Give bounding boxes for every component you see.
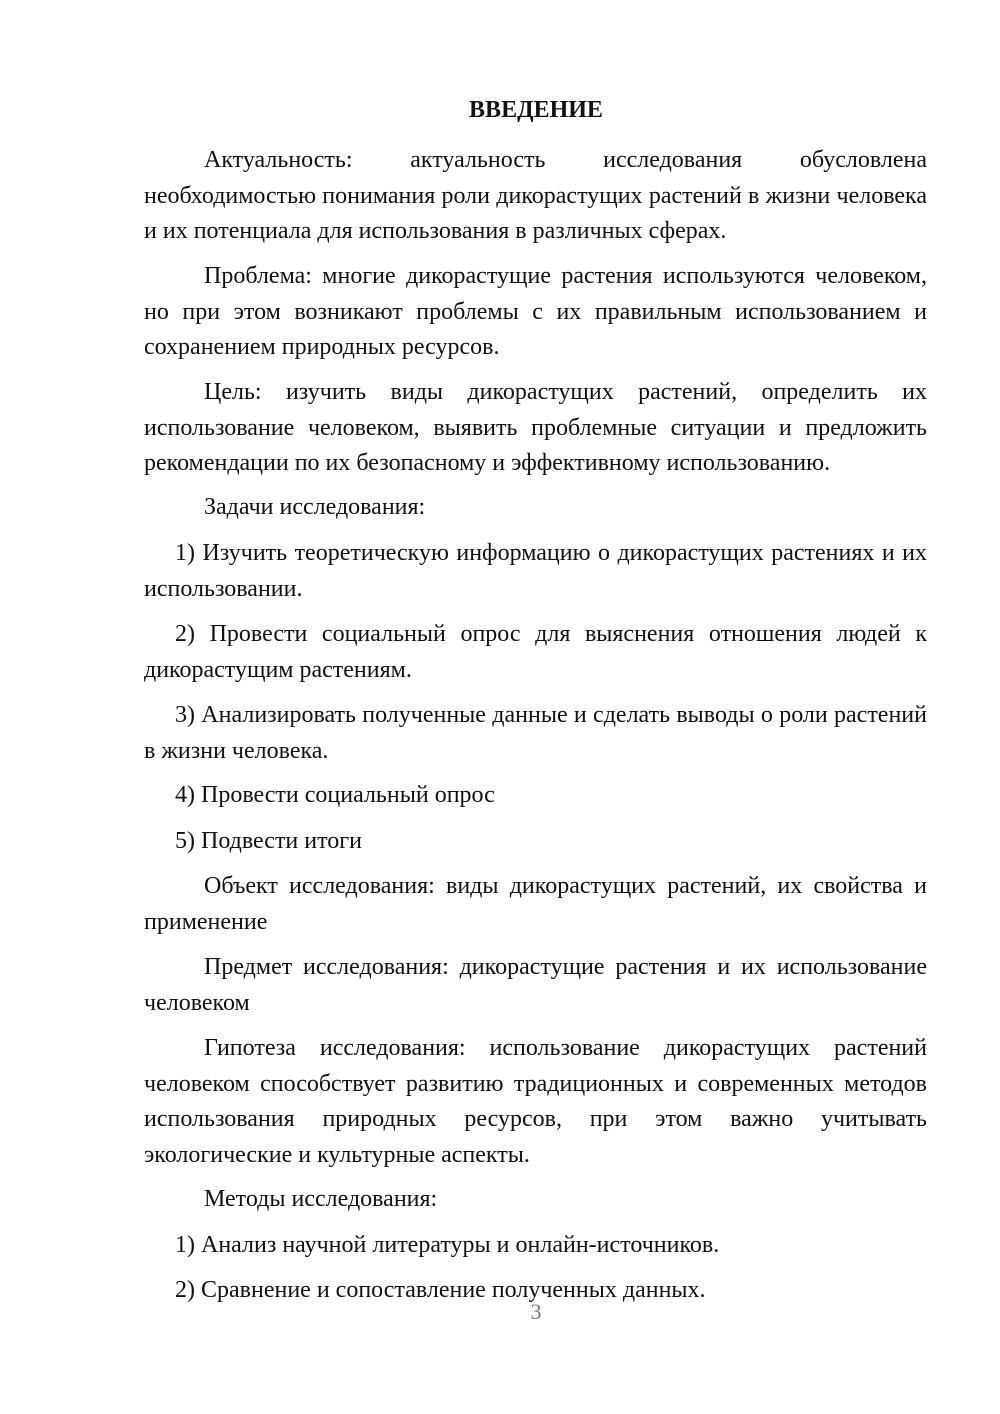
method-item: 2) Сравнение и сопоставление полученных данных. bbox=[175, 1277, 706, 1303]
goal-paragraph: Цель: изучить виды дикорастущих растений, определить их использование человеком, выявить проблемные ситуации и предложить рекомендации по их безопасному и эффективному использованию. bbox=[144, 379, 927, 476]
task-item: 3) Анализировать полученные данные и сделать выводы о роли растений в жизни человека. bbox=[144, 702, 927, 764]
page-number: 3 bbox=[530, 1299, 542, 1324]
relevance-paragraph: Актуальность: актуальность исследования обусловлена необходимостью понимания роли дикорастущих растений в жизни человека и их потенциала для использования в различных сферах. bbox=[144, 147, 927, 244]
object-paragraph: Объект исследования: виды дикорастущих растений, их свойства и применение bbox=[144, 873, 927, 935]
problem-paragraph: Проблема: многие дикорастущие растения используются человеком, но при этом возникают проблемы с их правильным использованием и сохранением природных ресурсов. bbox=[144, 263, 927, 360]
task-item: 1) Изучить теоретическую информацию о дикорастущих растениях и их использовании. bbox=[144, 540, 927, 602]
methods-heading: Методы исследования: bbox=[204, 1186, 438, 1212]
page-title: ВВЕДЕНИЕ bbox=[469, 97, 603, 123]
hypothesis-paragraph: Гипотеза исследования: использование дикорастущих растений человеком способствует развитию традиционных и современных методов использования природных ресурсов, при этом важно учитывать экологические и культурные аспекты. bbox=[144, 1035, 927, 1168]
task-item: 2) Провести социальный опрос для выяснения отношения людей к дикорастущим растениям. bbox=[144, 621, 927, 683]
tasks-heading: Задачи исследования: bbox=[204, 494, 426, 520]
method-item: 1) Анализ научной литературы и онлайн-источников. bbox=[175, 1232, 720, 1258]
task-item: 4) Провести социальный опрос bbox=[175, 782, 495, 808]
task-item: 5) Подвести итоги bbox=[175, 828, 362, 854]
subject-paragraph: Предмет исследования: дикорастущие растения и их использование человеком bbox=[144, 954, 927, 1016]
